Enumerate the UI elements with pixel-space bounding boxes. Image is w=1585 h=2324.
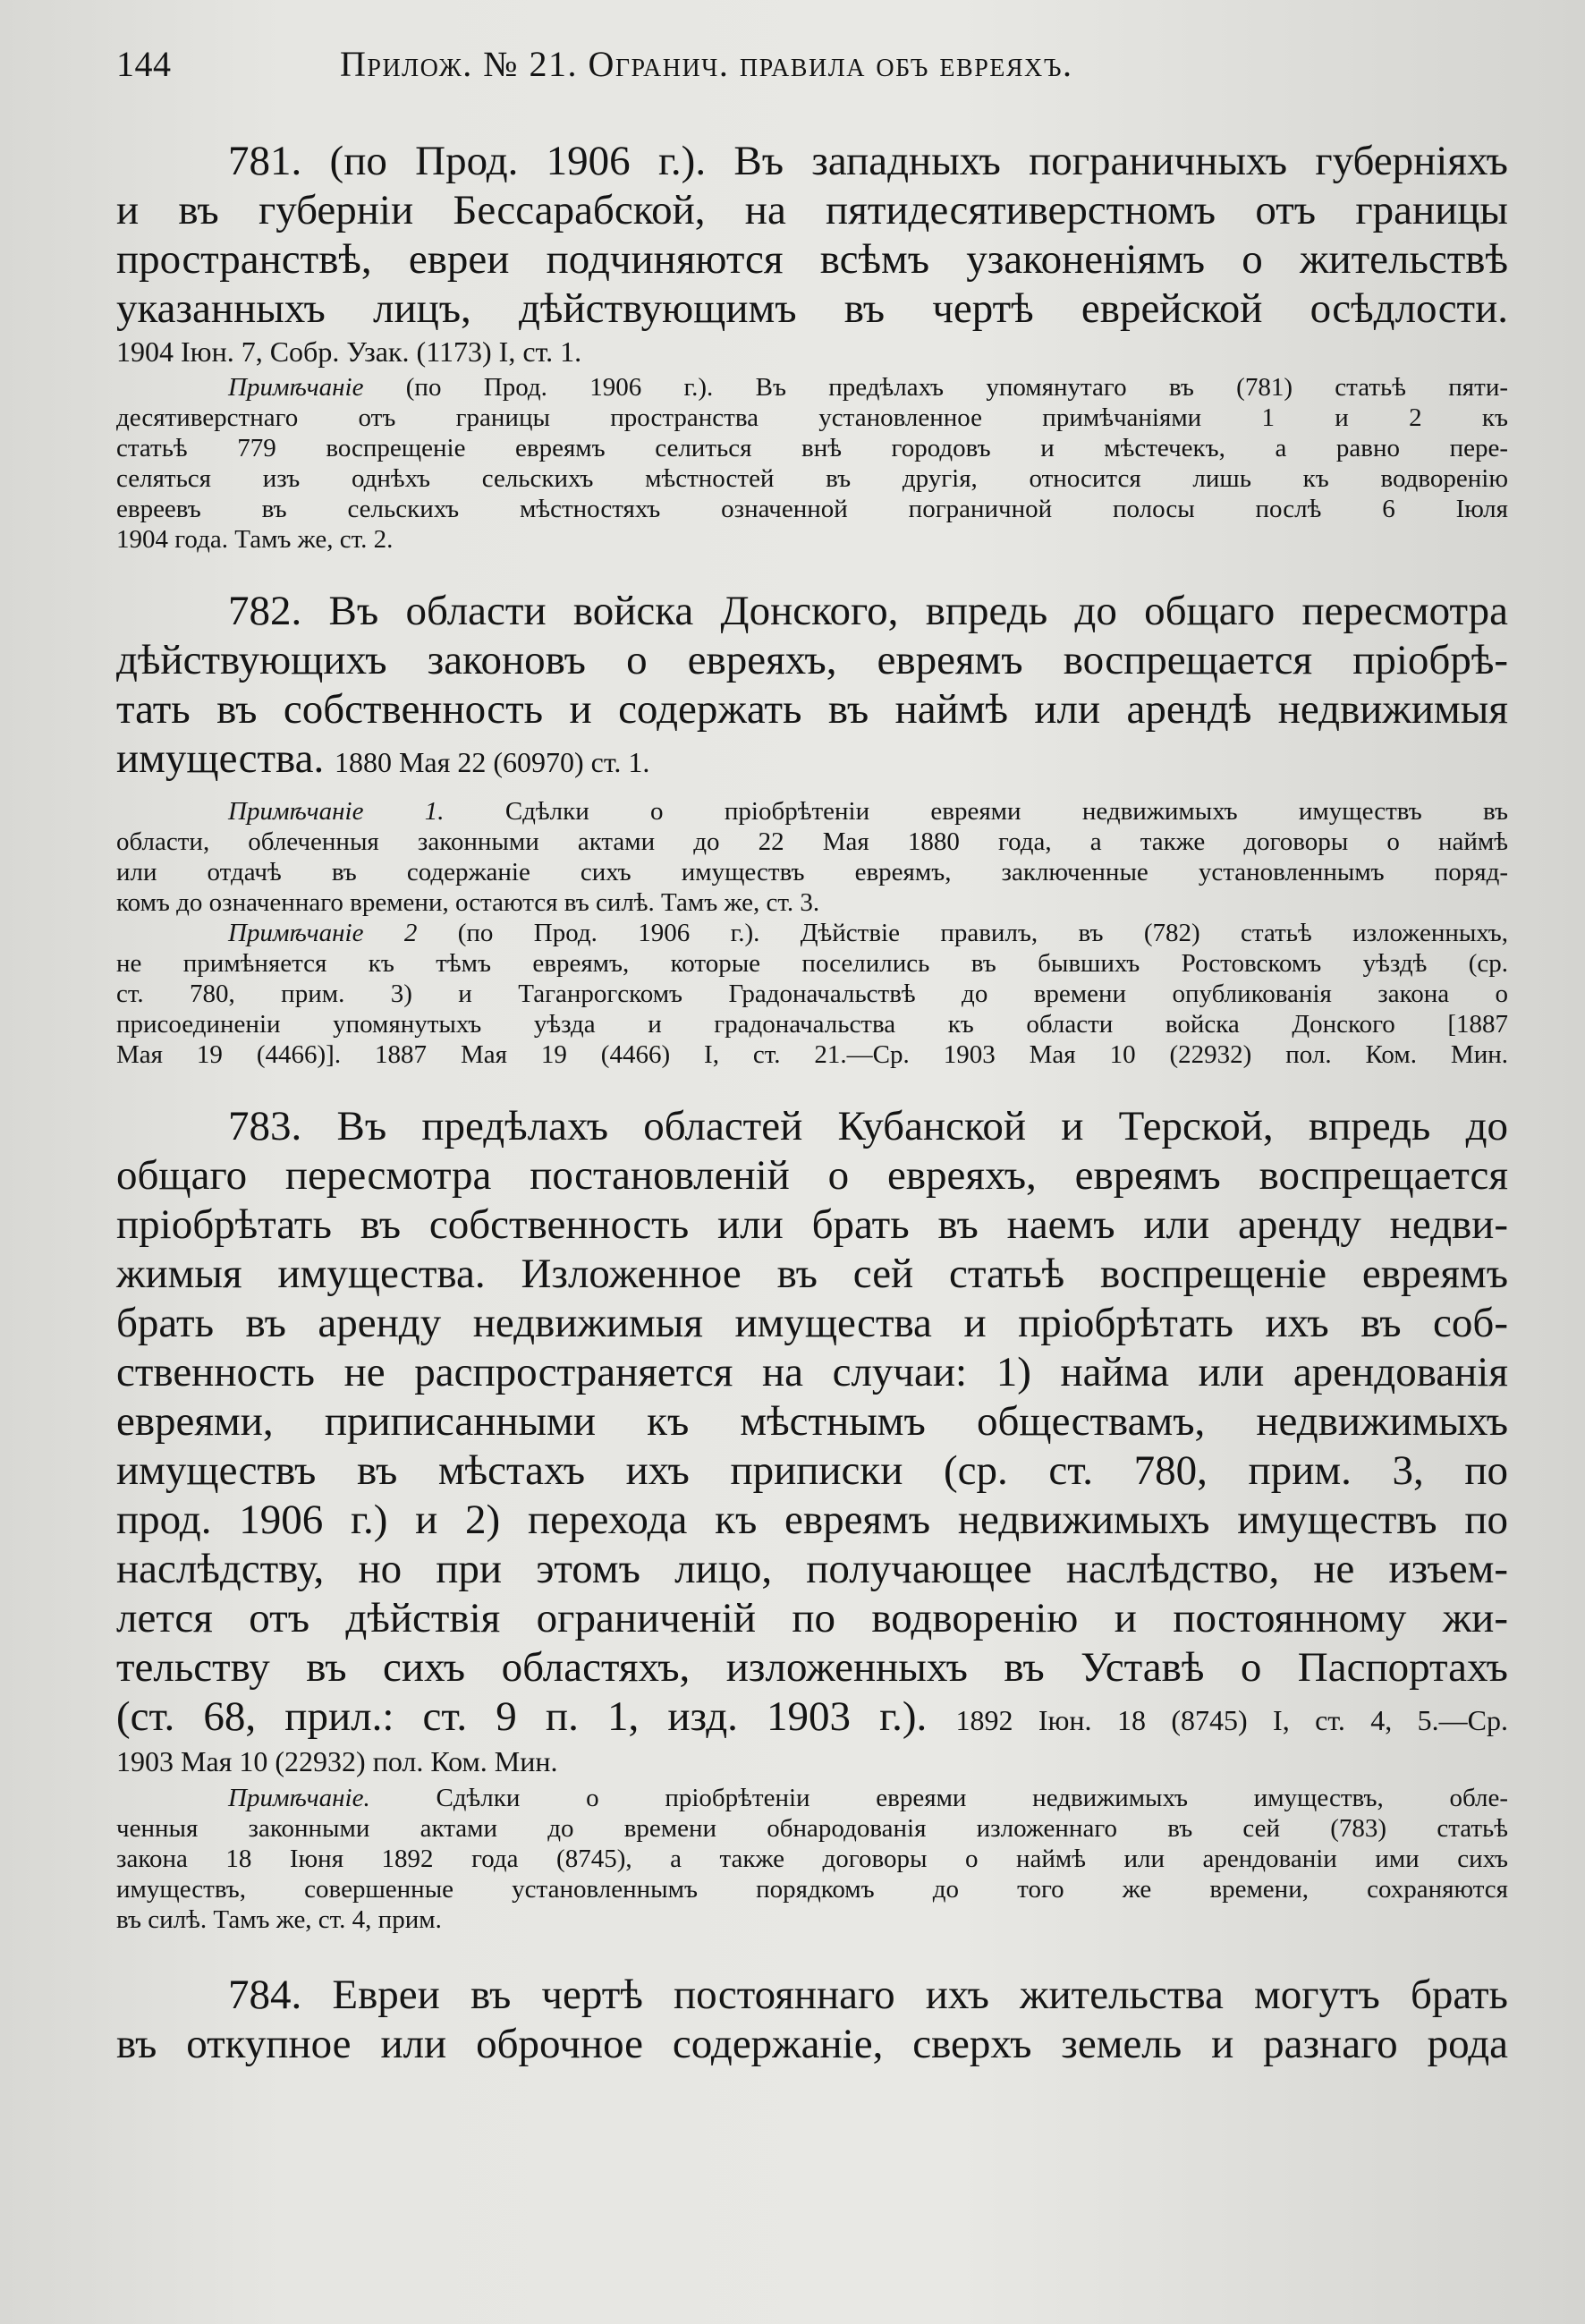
note-label: Примѣчаніе 2 <box>228 919 418 947</box>
text-line: 783. Въ предѣлахъ областей Кубанской и Терской, впредь до <box>228 1103 1508 1149</box>
citation: 1892 Іюн. 18 (8745) І, ст. 4, 5.—Ср. <box>955 1704 1509 1736</box>
text-line: 781. (по Прод. 1906 г.). Въ западныхъ пограничныхъ губерніяхъ <box>228 138 1508 184</box>
article-784 <box>116 1971 1508 2069</box>
note <box>116 372 1508 555</box>
note-line: евреевъ въ сельскихъ мѣстностяхъ означенной пограничной полосы послѣ 6 Іюля <box>116 495 1508 523</box>
text-line: пріобрѣтать въ собственность или брать въ наемъ или аренду недви- <box>116 1201 1508 1248</box>
note-line: Примѣчаніе 1. Сдѣлки о пріобрѣтеніи евреями недвижимыхъ имуществъ въ <box>228 797 1508 826</box>
note-label: Примѣчаніе <box>228 373 364 402</box>
note-line: закона 18 Іюня 1892 года (8745), а также договоры о наймѣ или арендованіи ими сихъ <box>116 1845 1508 1873</box>
note <box>116 796 1508 918</box>
note-line: статьѣ 779 воспрещеніе евреямъ селиться внѣ городовъ и мѣстечекъ, а равно пере- <box>116 434 1508 462</box>
article-782 <box>116 587 1508 1070</box>
running-header <box>116 43 1508 85</box>
article-783 <box>116 1102 1508 1935</box>
text-line: 782. Въ области войска Донского, впредь до общаго пересмотра <box>228 588 1508 634</box>
note-line: ст. 780, прим. 3) и Таганрогскомъ Градоначальствѣ до времени опубликованія закона о <box>116 980 1508 1008</box>
text-line: ственность не распространяется на случаи: 1) найма или арендованія <box>116 1349 1508 1395</box>
text-line: пространствѣ, евреи подчиняются всѣмъ узаконеніямъ о жительствѣ <box>116 236 1508 283</box>
text-line: наслѣдству, но при этомъ лицо, получающее наслѣдство, не изъем- <box>116 1546 1508 1592</box>
note <box>116 1783 1508 1935</box>
note-line: комъ до означеннаго времени, остаются въ силѣ. Тамъ же, ст. 3. <box>116 888 820 917</box>
note-line: присоединеніи упомянутыхъ уѣзда и градоначальства къ области войска Донского [1887 <box>116 1010 1508 1039</box>
text-line: жимыя имущества. Изложенное въ сей статьѣ воспрещеніе евреямъ <box>116 1251 1508 1297</box>
note-label: Примѣчаніе 1. <box>228 797 445 826</box>
text-line: прод. 1906 г.) и 2) перехода къ евреямъ недвижимыхъ имуществъ по <box>116 1497 1508 1543</box>
note <box>116 918 1508 1070</box>
text-line: (ст. 68, прил.: ст. 9 п. 1, изд. 1903 г.). 1892 Іюн. 18 (8745) І, ст. 4, 5.—Ср. <box>116 1693 1509 1740</box>
note-label: Примѣчаніе. <box>228 1784 370 1812</box>
note-line: Мая 19 (4466)]. 1887 Мая 19 (4466) І, ст. 21.—Ср. 1903 Мая 10 (22932) пол. Ком. Мин. <box>116 1040 1508 1069</box>
text-line: имущества. 1880 Мая 22 (60970) ст. 1. <box>116 735 650 782</box>
note-line: Примѣчаніе. Сдѣлки о пріобрѣтеніи евреями недвижимыхъ имуществъ, обле- <box>228 1784 1508 1812</box>
note-line: селяться изъ однѣхъ сельскихъ мѣстностей въ другія, относится лишь къ водворенію <box>116 464 1508 493</box>
citation: 1903 Мая 10 (22932) пол. Ком. Мин. <box>116 1745 558 1777</box>
text-line: евреями, приписанными къ мѣстнымъ обществамъ, недвижимыхъ <box>116 1398 1508 1445</box>
header-title: Прилож. № 21. Огранич. правила объ евреяхъ. <box>340 44 1073 84</box>
text-line: въ откупное или оброчное содержаніе, сверхъ земель и разнаго рода <box>116 2021 1508 2067</box>
note-line: 1904 года. Тамъ же, ст. 2. <box>116 525 394 554</box>
text-line: тельству въ сихъ областяхъ, изложенныхъ въ Уставѣ о Паспортахъ <box>116 1644 1508 1691</box>
note-line: не примѣняется къ тѣмъ евреямъ, которые поселились въ бывшихъ Ростовскомъ уѣздѣ (ср. <box>116 949 1508 978</box>
citation: 1904 Іюн. 7, Собр. Узак. (1173) І, ст. 1. <box>116 335 582 368</box>
text-line: имуществъ въ мѣстахъ ихъ приписки (ср. ст. 780, прим. 3, по <box>116 1447 1508 1494</box>
note-line: Примѣчаніе (по Прод. 1906 г.). Въ предѣлахъ упомянутаго въ (781) статьѣ пяти- <box>228 373 1508 402</box>
note-line: имуществъ, совершенные установленнымъ порядкомъ до того же времени, сохраняются <box>116 1875 1508 1904</box>
text-line: тать въ собственность и содержать въ наймѣ или арендѣ недвижимыя <box>116 686 1508 733</box>
note-line: въ силѣ. Тамъ же, ст. 4, прим. <box>116 1905 442 1934</box>
article-781 <box>116 137 1508 555</box>
text-line: лется отъ дѣйствія ограниченій по водворенію и постоянному жи- <box>116 1595 1508 1641</box>
citation: 1880 Мая 22 (60970) ст. 1. <box>334 746 650 778</box>
text-line: общаго пересмотра постановленій о евреяхъ, евреямъ воспрещается <box>116 1152 1508 1199</box>
text-line: 784. Евреи въ чертѣ постояннаго ихъ жительства могутъ брать <box>228 1972 1508 2018</box>
page-number: 144 <box>116 44 172 84</box>
note-line: десятиверстнаго отъ границы пространства установленное примѣчаніями 1 и 2 къ <box>116 403 1508 432</box>
text-line: дѣйствующихъ законовъ о евреяхъ, евреямъ воспрещается пріобрѣ- <box>116 637 1508 683</box>
note-line: Примѣчаніе 2 (по Прод. 1906 г.). Дѣйствіе правилъ, въ (782) статьѣ изложенныхъ, <box>228 919 1509 947</box>
note-line: области, облеченныя законными актами до 22 Мая 1880 года, а также договоры о наймѣ <box>116 827 1508 856</box>
note-line: ченныя законными актами до времени обнародованія изложеннаго въ сей (783) статьѣ <box>116 1814 1508 1843</box>
text-line: брать въ аренду недвижимыя имущества и пріобрѣтать ихъ въ соб- <box>116 1300 1508 1346</box>
note-line: или отдачѣ въ содержаніе сихъ имуществъ евреямъ, заключенные установленнымъ поряд- <box>116 858 1508 886</box>
text-line: указанныхъ лицъ, дѣйствующимъ въ чертѣ еврейской осѣдлости. <box>116 285 1508 332</box>
text-line: и въ губерніи Бессарабской, на пятидесятиверстномъ отъ границы <box>116 187 1508 233</box>
